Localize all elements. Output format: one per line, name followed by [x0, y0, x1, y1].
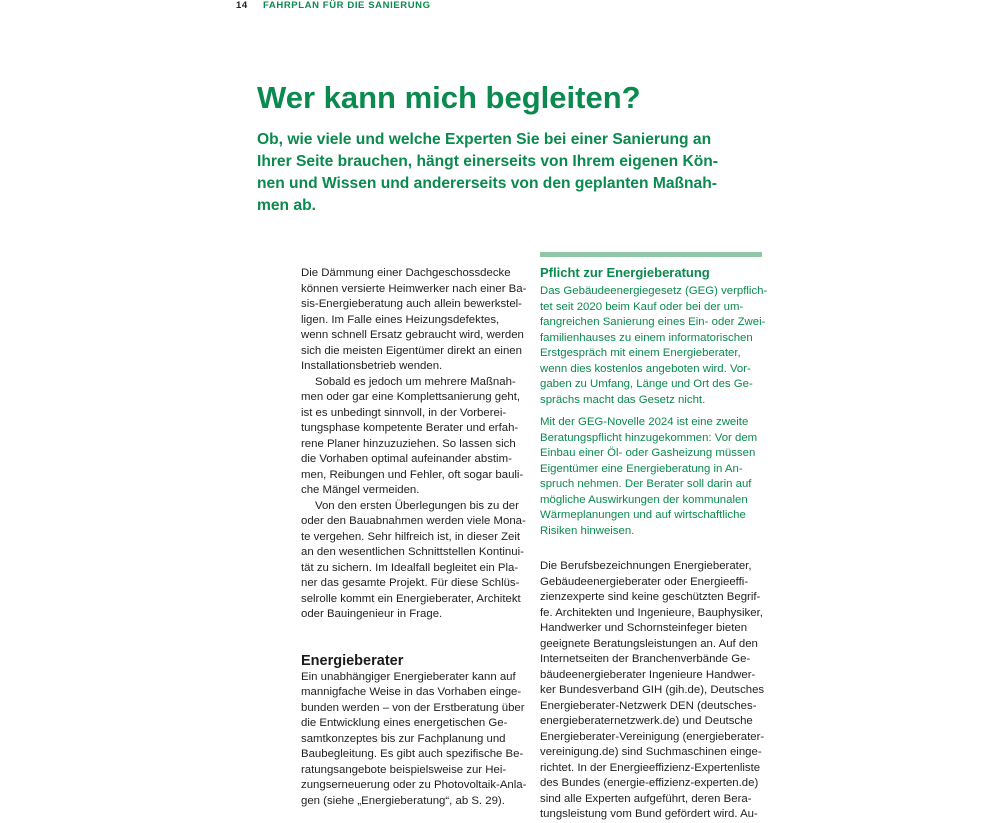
body-paragraph	[301, 266, 531, 375]
text-line: können versierte Heimwerker nach einer Ba-	[301, 282, 527, 295]
lead-paragraph	[257, 129, 718, 217]
text-line: tät zu sichern. Im Idealfall begleitet ein Pla-	[301, 561, 519, 574]
lead-line: nen und Wissen und andererseits von den geplanten Maßnah-	[257, 175, 717, 192]
text-line: Die Berufsbezeichnungen Energieberater,	[540, 560, 752, 572]
text-line: sprächs macht das Gesetz nicht.	[540, 393, 706, 406]
text-line: ist es unbedingt sinnvoll, in der Vorberei-	[301, 406, 507, 419]
text-line: oder den Bauabnahmen werden viele Mona-	[301, 515, 526, 527]
running-head-title: FAHRPLAN FÜR DIE SANIERUNG	[263, 0, 431, 11]
text-line: sich die meisten Eigentümer direkt an einen	[301, 344, 522, 357]
body-paragraph	[301, 375, 531, 499]
text-line: selrolle kommt ein Energieberater, Architekt	[301, 592, 521, 605]
text-line: men oder gar eine Komplettsanierung geht,	[301, 391, 521, 403]
text-line: Beratungspflicht hinzugekommen: Vor dem	[540, 431, 758, 444]
text-line: geeignete Beratungsleistungen an. Auf den	[540, 637, 758, 650]
text-line: fe. Architekten und Ingenieure, Bauphysiker,	[540, 606, 763, 619]
text-line: Gebäudeenergieberater oder Energieeffi-	[540, 575, 749, 588]
text-line: Wärmeplanungen und auf wirtschaftliche	[540, 509, 746, 521]
text-line: tungsleistung vom Bund gefördert wird. Au-	[540, 808, 758, 820]
text-line: zienzexperte sind keine geschützten Begrif-	[540, 591, 761, 603]
text-line: Mit der GEG-Novelle 2024 ist eine zweite	[540, 416, 749, 428]
text-line: fangreichen Sanierung eines Ein- oder Zwei-	[540, 316, 766, 328]
text-line: bunden werden – von der Erstberatung über	[301, 701, 525, 714]
text-line: Sobald es jedoch um mehrere Maßnah-	[315, 375, 516, 388]
text-line: sind alle Experten aufgeführt, deren Bera-	[540, 792, 752, 805]
text-line: Das Gebäudeenergiegesetz (GEG) verpflich-	[540, 285, 768, 297]
text-line: ker Bundesverband GIH (gih.de), Deutsches	[540, 684, 765, 696]
lead-line: Ihrer Seite brauchen, hängt einerseits von Ihrem eigenen Kön-	[257, 153, 718, 170]
info-box-paragraph	[540, 415, 764, 539]
text-line: spruch nehmen. Der Berater soll darin auf	[540, 478, 752, 490]
page-title: Wer kann mich begleiten?	[257, 80, 641, 115]
text-line: wenn dies kostenlos angeboten wird. Vor-	[540, 362, 751, 375]
text-line: des Bundes (energie-effizienz-experten.de)	[540, 777, 759, 789]
text-line: Die Dämmung einer Dachgeschossdecke	[301, 267, 511, 279]
text-line: bäudeenergieberater Ingenieure Handwer-	[540, 668, 756, 681]
text-line: an den wesentlichen Schnittstellen Kontinui-	[301, 546, 524, 558]
text-line: zungserneuerung oder zu Photovoltaik-Anla-	[301, 779, 527, 791]
text-line: tet seit 2020 beim Kauf oder bei der um-	[540, 300, 744, 313]
body-paragraph	[301, 499, 531, 623]
text-line: ligen. Im Falle eines Heizungsdefektes,	[301, 313, 500, 326]
text-line: men, Reibungen und Fehler, oft sogar bauli-	[301, 468, 524, 481]
subheading-energieberater: Energieberater	[301, 652, 404, 669]
text-line: mannigfache Weise in das Vorhaben einge-	[301, 686, 522, 698]
info-box-rule	[540, 252, 762, 257]
text-line: ratungsangebote beispielsweise zur Hei-	[301, 763, 507, 776]
body-paragraph	[301, 670, 531, 810]
text-line: Ein unabhängiger Energieberater kann auf	[301, 670, 516, 683]
text-line: Installationsbetrieb wenden.	[301, 360, 443, 372]
lead-line: Ob, wie viele und welche Experten Sie bei einer Sanierung an	[257, 131, 712, 148]
lead-line: men ab.	[257, 197, 316, 214]
text-line: samtkonzeptes bis zur Fachplanung und	[301, 732, 506, 745]
info-box-paragraph	[540, 284, 768, 408]
text-line: rene Planer hinzuzuziehen. So lassen sich	[301, 437, 516, 450]
info-box-title: Pflicht zur Energieberatung	[540, 265, 710, 280]
text-line: Von den ersten Überlegungen bis zu der	[315, 499, 519, 512]
text-line: sis-Energieberatung auch allein bewerkstel-	[301, 298, 522, 310]
text-line: Energieberater-Netzwerk DEN (deutsches-	[540, 699, 757, 712]
text-line: Eigentümer eine Energieberatung in An-	[540, 462, 743, 475]
right-column	[540, 252, 768, 823]
text-line: Erstgespräch mit einem Energieberater,	[540, 347, 741, 359]
text-line: tungsphase kompetente Berater und erfah-	[301, 422, 519, 434]
text-line: Risiken hinweisen.	[540, 524, 635, 537]
text-line: Baubegleitung. Es gibt auch spezifische Be-	[301, 748, 524, 760]
text-line: die Entwicklung eines energetischen Ge-	[301, 717, 508, 729]
text-line: oder Bauingenieur in Frage.	[301, 608, 443, 620]
text-line: te vergehen. Sehr hilfreich ist, in dieser Zeit	[301, 530, 521, 543]
info-box	[540, 252, 768, 539]
text-line: che Mängel vermeiden.	[301, 484, 420, 496]
left-column	[301, 266, 531, 809]
text-line: Einbau einer Öl- oder Gasheizung müssen	[540, 447, 756, 459]
text-line: Internetseiten der Branchenverbände Ge-	[540, 653, 751, 665]
text-line: gaben zu Umfang, Länge und Ort des Ge-	[540, 378, 753, 390]
text-line: mögliche Auswirkungen der kommunalen	[540, 493, 748, 506]
body-paragraph	[540, 559, 764, 823]
text-line: vereinigung.de) sind Suchmaschinen einge-	[540, 746, 762, 758]
text-line: wenn schnell Ersatz gebraucht wird, werden	[301, 329, 524, 341]
running-head	[236, 0, 431, 12]
page-number: 14	[236, 0, 248, 11]
text-line: Energieberater-Vereinigung (energieberater-	[540, 730, 765, 743]
text-line: familienhauses zu einem informatorischen	[540, 331, 753, 344]
text-line: richtet. In der Energieeffizienz-Expertenliste	[540, 761, 761, 774]
text-line: Handwerker und Schornsteinfeger bieten	[540, 622, 748, 634]
text-line: ner das gesamte Projekt. Für diese Schlüs-	[301, 577, 520, 589]
text-line: energieberaternetzwerk.de) und Deutsche	[540, 715, 753, 727]
text-line: gen (siehe „Energieberatung“, ab S. 29).	[301, 794, 505, 807]
text-line: die Vorhaben optimal aufeinander abstim-	[301, 453, 512, 465]
